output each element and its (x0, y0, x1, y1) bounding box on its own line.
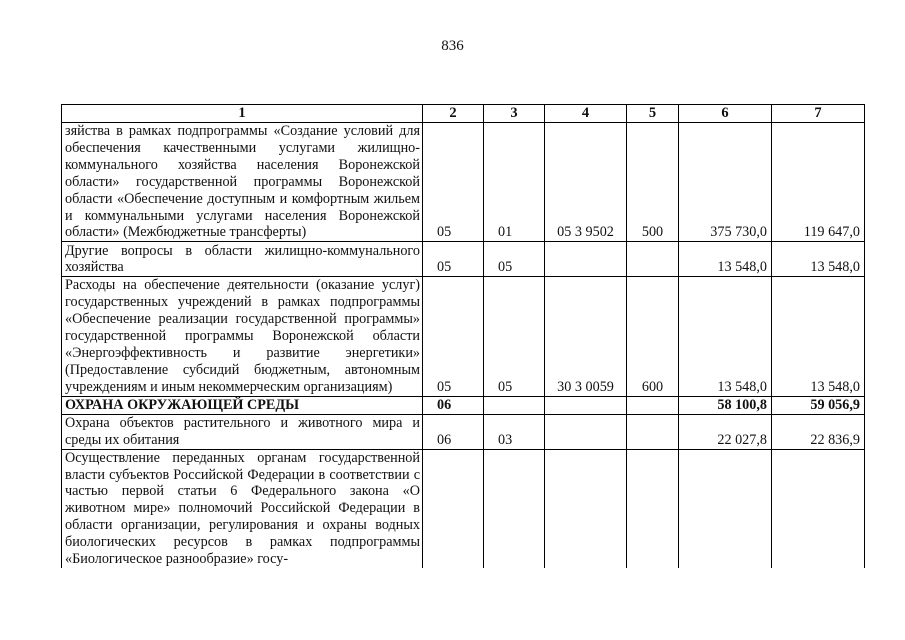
table-row (62, 242, 865, 277)
table-header-row (62, 105, 865, 123)
column-header: 3 (484, 105, 545, 123)
section-code: 06 (423, 396, 484, 414)
section-code: 05 (423, 242, 484, 277)
subsection-code: 05 (484, 242, 545, 277)
subsection-code (484, 449, 545, 568)
target-article-code: 30 3 0059 (545, 277, 627, 396)
table-row (62, 277, 865, 396)
amount-year-2: 13 548,0 (772, 277, 865, 396)
expense-type-code (627, 414, 679, 449)
target-article-code (545, 242, 627, 277)
section-code: 05 (423, 123, 484, 242)
row-description: Осуществление переданных органам государственной власти субъектов Российской Федерации в соответствии с частью первой статьи 6 Федерального закона «О животном мире» полномочий Российской Федерации в области организации, регулирования и охраны водных биологических ресурсов в рамках подпрограммы «Биологическое разнообразие» госу- (62, 449, 423, 568)
column-header: 1 (62, 105, 423, 123)
section-code: 05 (423, 277, 484, 396)
expense-type-code: 500 (627, 123, 679, 242)
amount-year-2: 13 548,0 (772, 242, 865, 277)
amount-year-2: 22 836,9 (772, 414, 865, 449)
table-row-section-total (62, 396, 865, 414)
amount-year-1 (679, 449, 772, 568)
row-description: зяйства в рамках подпрограммы «Создание условий для обеспечения качественными услугами жилищно-коммунального хозяйства населения Воронежской области» государственной программы Воронежской области «Обеспечение доступным и комфортным жильем и коммунальными услугами населения Воронежской области» (Межбюджетные трансферты) (62, 123, 423, 242)
amount-year-1: 375 730,0 (679, 123, 772, 242)
amount-year-1: 13 548,0 (679, 242, 772, 277)
amount-year-2 (772, 449, 865, 568)
column-header: 6 (679, 105, 772, 123)
column-header: 2 (423, 105, 484, 123)
row-description: Расходы на обеспечение деятельности (оказание услуг) государственных учреждений в рамках подпрограммы «Обеспечение реализации государственной программы» государственной программы Воронежской области «Энергоэффективность и развитие энергетики» (Предоставление субсидий бюджетным, автономным учреждениям и иным некоммерческим организациям) (62, 277, 423, 396)
budget-table (61, 104, 865, 568)
expense-type-code: 600 (627, 277, 679, 396)
table-row (62, 414, 865, 449)
subsection-code: 01 (484, 123, 545, 242)
subsection-code: 05 (484, 277, 545, 396)
subsection-code (484, 396, 545, 414)
target-article-code (545, 449, 627, 568)
column-header: 7 (772, 105, 865, 123)
expense-type-code (627, 242, 679, 277)
expense-type-code (627, 396, 679, 414)
target-article-code (545, 396, 627, 414)
subsection-code: 03 (484, 414, 545, 449)
column-header: 4 (545, 105, 627, 123)
table-row (62, 123, 865, 242)
row-description: Охрана объектов растительного и животного мира и среды их обитания (62, 414, 423, 449)
amount-year-2: 59 056,9 (772, 396, 865, 414)
amount-year-2: 119 647,0 (772, 123, 865, 242)
table-row (62, 449, 865, 568)
section-code: 06 (423, 414, 484, 449)
page-number: 836 (441, 38, 464, 54)
expense-type-code (627, 449, 679, 568)
target-article-code: 05 3 9502 (545, 123, 627, 242)
amount-year-1: 58 100,8 (679, 396, 772, 414)
amount-year-1: 22 027,8 (679, 414, 772, 449)
amount-year-1: 13 548,0 (679, 277, 772, 396)
row-description: ОХРАНА ОКРУЖАЮЩЕЙ СРЕДЫ (62, 396, 423, 414)
row-description: Другие вопросы в области жилищно-коммунального хозяйства (62, 242, 423, 277)
target-article-code (545, 414, 627, 449)
section-code (423, 449, 484, 568)
column-header: 5 (627, 105, 679, 123)
